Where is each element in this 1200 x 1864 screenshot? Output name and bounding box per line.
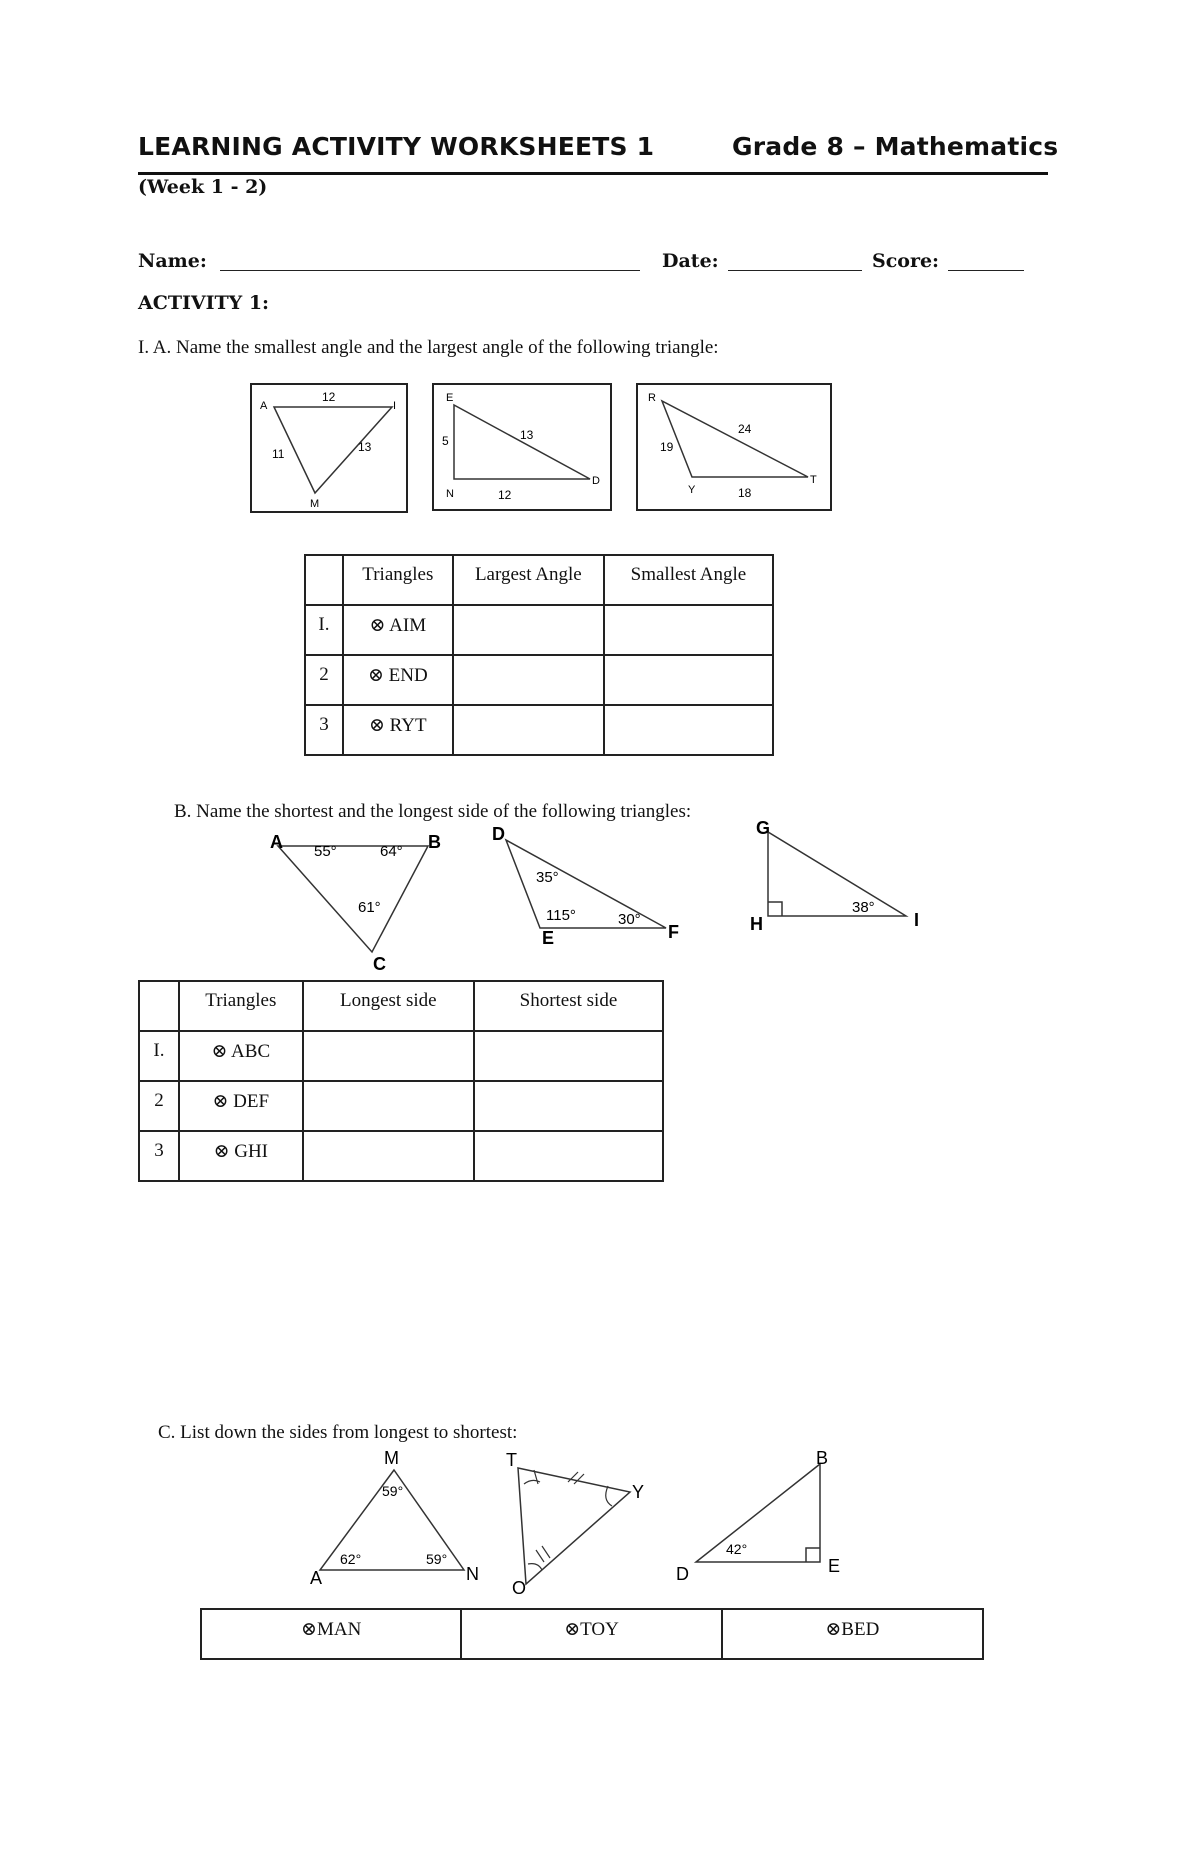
header-cell-smallest-angle: Smallest Angle <box>604 555 773 605</box>
name-field[interactable] <box>220 270 640 271</box>
row-number: I. <box>139 1031 179 1081</box>
vertex-label-b: B <box>428 832 441 852</box>
shortest-side-answer[interactable] <box>474 1131 663 1181</box>
angle-label-d: 35° <box>536 869 559 886</box>
smallest-angle-answer[interactable] <box>604 705 773 755</box>
side-label-am: 11 <box>272 447 285 461</box>
shortest-side-answer[interactable] <box>474 1081 663 1131</box>
triangle-abc-figure <box>260 826 460 976</box>
longest-shortest-side-table <box>138 980 664 1182</box>
triangle-end-figure <box>432 383 612 511</box>
triangle-name: ⊗ RYT <box>343 705 453 755</box>
header-cell-bed[interactable]: ⊗BED <box>722 1609 983 1659</box>
angle-arc-o <box>528 1564 542 1570</box>
side-label-en: 5 <box>442 434 449 448</box>
triangle-name: ⊗ END <box>343 655 453 705</box>
triangle-bed-figure <box>672 1444 852 1584</box>
header-cell-largest-angle: Largest Angle <box>453 555 604 605</box>
triangle-ghi-figure <box>748 818 938 934</box>
vertex-label-r: R <box>648 392 656 404</box>
largest-angle-answer[interactable] <box>453 705 604 755</box>
triangle-abc <box>278 846 428 952</box>
score-label: Score: <box>872 250 940 272</box>
header-cell-triangles: Triangles <box>179 981 303 1031</box>
part-c-instruction: C. List down the sides from longest to shortest: <box>158 1422 518 1443</box>
side-tick-mark <box>542 1546 550 1558</box>
vertex-label-e: E <box>828 1556 841 1576</box>
vertex-label-m: M <box>384 1448 399 1468</box>
vertex-label-i: I <box>393 400 397 412</box>
table-header-row <box>201 1609 983 1659</box>
triangle-ryt <box>662 401 808 477</box>
table-row <box>139 1131 663 1181</box>
header-cell-number <box>305 555 343 605</box>
triangle-aim <box>274 407 392 493</box>
side-label-im: 13 <box>358 440 372 454</box>
vertex-label-y: Y <box>688 484 696 496</box>
vertex-label-m: M <box>310 498 320 510</box>
triangle-def-figure <box>480 822 680 944</box>
angle-label-a: 62° <box>340 1551 362 1567</box>
triangle-man-figure <box>306 1446 496 1586</box>
table-row <box>305 705 773 755</box>
table-row <box>305 605 773 655</box>
angle-label-f: 30° <box>618 911 641 928</box>
table-header-row <box>305 555 773 605</box>
longest-side-answer[interactable] <box>303 1131 474 1181</box>
header-cell-toy[interactable]: ⊗TOY <box>461 1609 721 1659</box>
vertex-label-h: H <box>750 914 763 934</box>
side-label-ed: 13 <box>520 428 534 442</box>
table-header-row <box>139 981 663 1031</box>
figure-frame <box>433 384 611 510</box>
triangle-end <box>454 405 590 479</box>
vertex-label-d: D <box>676 1564 689 1584</box>
date-field[interactable] <box>728 270 862 271</box>
sides-order-table <box>200 1608 984 1660</box>
side-label-nd: 12 <box>498 488 512 502</box>
vertex-label-d: D <box>592 475 600 487</box>
side-label-ai: 12 <box>322 390 336 404</box>
triangle-name: ⊗ AIM <box>343 605 453 655</box>
part-a-instruction: I. A. Name the smallest angle and the largest angle of the following triangle: <box>138 337 719 358</box>
side-label-yt: 18 <box>738 486 752 500</box>
largest-angle-answer[interactable] <box>453 605 604 655</box>
vertex-label-e: E <box>446 392 454 404</box>
angle-label-d: 42° <box>726 1541 748 1557</box>
angle-label-n: 59° <box>426 1551 448 1567</box>
angle-label-b: 64° <box>380 843 403 860</box>
triangle-def <box>506 840 666 928</box>
triangle-aim-figure <box>250 383 408 513</box>
header-cell-man[interactable]: ⊗MAN <box>201 1609 461 1659</box>
vertex-label-n: N <box>466 1564 479 1584</box>
angle-label-m: 59° <box>382 1483 404 1499</box>
vertex-label-t: T <box>810 474 817 486</box>
vertex-label-g: G <box>756 818 771 838</box>
angle-arc-y <box>606 1486 612 1506</box>
side-tick-mark <box>536 1550 544 1562</box>
shortest-side-answer[interactable] <box>474 1031 663 1081</box>
triangle-toy-figure <box>494 1444 654 1594</box>
worksheet-title: LEARNING ACTIVITY WORKSHEETS 1 <box>138 132 655 161</box>
vertex-label-y: Y <box>632 1482 645 1502</box>
vertex-label-n: N <box>446 488 454 500</box>
longest-side-answer[interactable] <box>303 1081 474 1131</box>
smallest-angle-answer[interactable] <box>604 605 773 655</box>
triangle-name: ⊗ ABC <box>179 1031 303 1081</box>
table-row <box>305 655 773 705</box>
header-cell-number <box>139 981 179 1031</box>
row-number: 2 <box>139 1081 179 1131</box>
row-number: I. <box>305 605 343 655</box>
table-row <box>139 1031 663 1081</box>
vertex-label-f: F <box>668 922 679 942</box>
worksheet-subject: Grade 8 – Mathematics <box>732 132 1059 161</box>
angle-label-e: 115° <box>546 907 576 924</box>
table-row <box>139 1081 663 1131</box>
side-label-ry: 19 <box>660 440 674 454</box>
triangle-bed <box>696 1464 820 1562</box>
smallest-angle-answer[interactable] <box>604 655 773 705</box>
angle-label-i: 38° <box>852 899 875 916</box>
triangle-ghi <box>768 832 906 916</box>
angle-label-c: 61° <box>358 899 381 916</box>
vertex-label-a: A <box>270 832 283 852</box>
row-number: 3 <box>139 1131 179 1181</box>
vertex-label-c: C <box>373 954 386 974</box>
vertex-label-e: E <box>542 928 555 944</box>
triangle-name: ⊗ DEF <box>179 1081 303 1131</box>
part-b-instruction: B. Name the shortest and the longest side of the following triangles: <box>174 801 692 822</box>
vertex-label-i: I <box>914 910 920 930</box>
right-angle-mark <box>806 1548 820 1562</box>
vertex-label-o: O <box>512 1578 527 1594</box>
triangle-ryt-figure <box>636 383 832 511</box>
date-label: Date: <box>662 250 719 272</box>
week-label: (Week 1 - 2) <box>138 176 268 198</box>
vertex-label-a: A <box>260 400 268 412</box>
header-rule <box>138 172 1048 175</box>
angle-label-a: 55° <box>314 843 337 860</box>
triangle-toy <box>518 1468 630 1584</box>
vertex-label-b: B <box>816 1448 829 1468</box>
activity-title: ACTIVITY 1: <box>138 292 270 314</box>
vertex-label-t: T <box>506 1450 517 1470</box>
row-number: 3 <box>305 705 343 755</box>
right-angle-mark <box>768 902 782 916</box>
header-cell-triangles: Triangles <box>343 555 453 605</box>
header-cell-longest-side: Longest side <box>303 981 474 1031</box>
name-label: Name: <box>138 250 207 272</box>
row-number: 2 <box>305 655 343 705</box>
triangle-name: ⊗ GHI <box>179 1131 303 1181</box>
largest-angle-answer[interactable] <box>453 655 604 705</box>
score-field[interactable] <box>948 270 1024 271</box>
side-label-rt: 24 <box>738 422 752 436</box>
largest-smallest-angle-table <box>304 554 774 756</box>
vertex-label-d: D <box>492 824 505 844</box>
longest-side-answer[interactable] <box>303 1031 474 1081</box>
header-cell-shortest-side: Shortest side <box>474 981 663 1031</box>
vertex-label-a: A <box>310 1568 323 1586</box>
